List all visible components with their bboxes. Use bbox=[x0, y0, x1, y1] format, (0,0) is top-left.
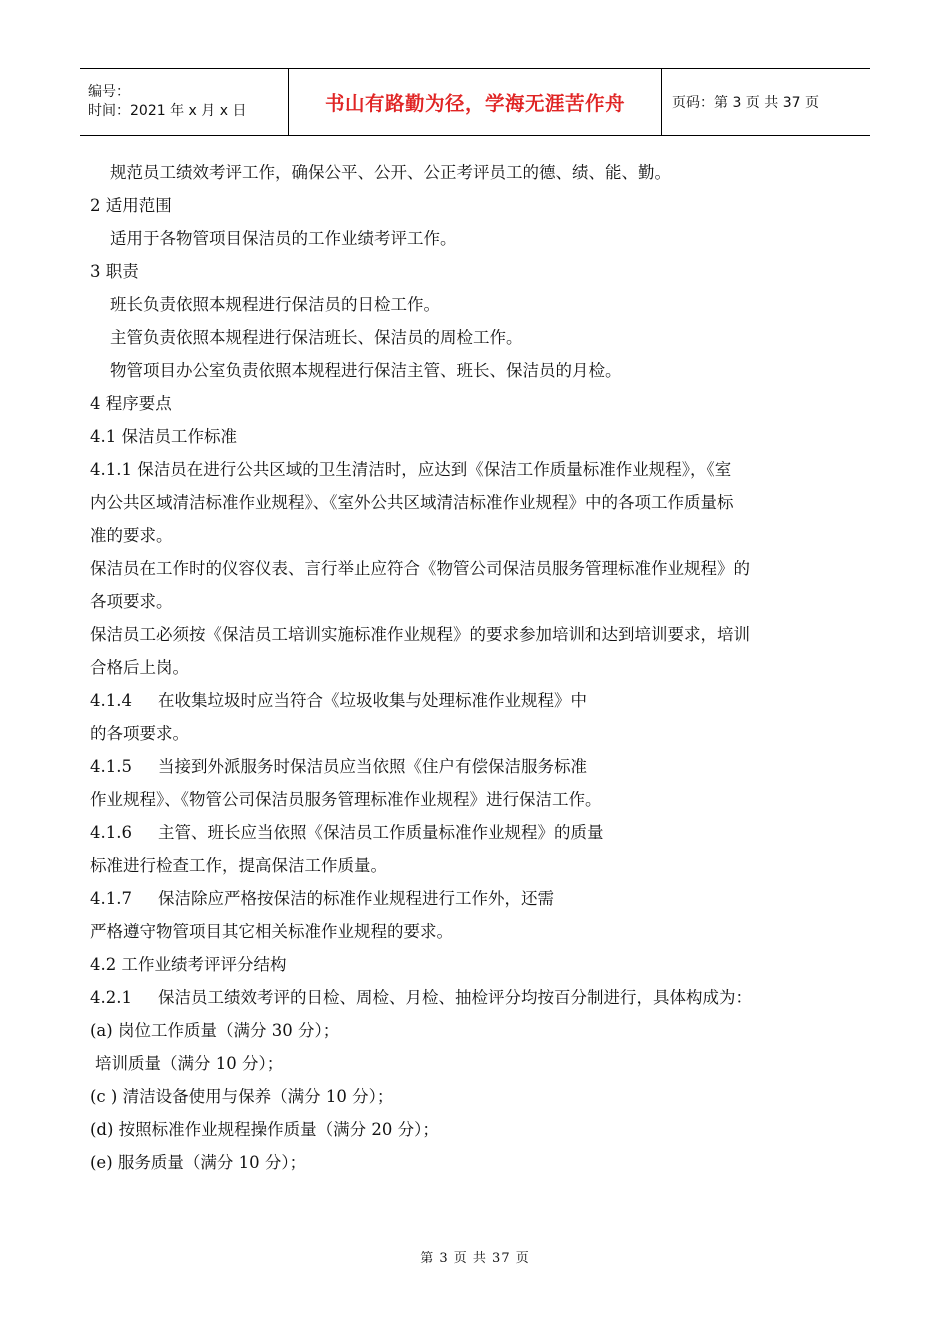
paragraph-line: 物管项目办公室负责依照本规程进行保洁主管、班长、保洁员的月检。 bbox=[110, 361, 622, 380]
numbered-clause bbox=[90, 750, 865, 783]
numbered-clause bbox=[90, 684, 865, 717]
paragraph-line: 内公共区域清洁标准作业规程》、《室外公共区域清洁标准作业规程》中的各项工作质量标 bbox=[90, 493, 734, 512]
paragraph-line: 主管负责依照本规程进行保洁班长、保洁员的周检工作。 bbox=[110, 328, 523, 347]
clause-number: 4.1.4 bbox=[90, 691, 132, 710]
section-heading: 4 程序要点 bbox=[90, 394, 172, 413]
clause-text: 保洁除应严格按保洁的标准作业规程进行工作外，还需 bbox=[158, 889, 554, 908]
paragraph-line: 班长负责依照本规程进行保洁员的日检工作。 bbox=[110, 295, 440, 314]
clause-text: 当接到外派服务时保洁员应当依照《住户有偿保洁服务标准 bbox=[158, 757, 587, 776]
paragraph-line: 标准进行检查工作，提高保洁工作质量。 bbox=[90, 856, 387, 875]
paragraph-line: 作业规程》、《物管公司保洁员服务管理标准作业规程》进行保洁工作。 bbox=[90, 790, 602, 809]
paragraph-line: 各项要求。 bbox=[90, 592, 173, 611]
serial-label: 编号： bbox=[88, 84, 130, 100]
clause-number: 4.1.6 bbox=[90, 823, 132, 842]
section-heading: 2 适用范围 bbox=[90, 196, 172, 215]
paragraph-line: 保洁员工必须按《保洁员工培训实施标准作业规程》的要求参加培训和达到培训要求，培训 bbox=[90, 625, 750, 644]
header-meta bbox=[80, 69, 289, 136]
paragraph-line: 规范员工绩效考评工作，确保公平、公开、公正考评员工的德、绩、能、勤。 bbox=[110, 163, 671, 182]
section-heading: 3 职责 bbox=[90, 262, 139, 281]
date-label: 时间：2021 年 x 月 x 日 bbox=[88, 103, 247, 119]
clause-text: 保洁员工绩效考评的日检、周检、月检、抽检评分均按百分制进行，具体构成为： bbox=[158, 988, 752, 1007]
clause-text: 主管、班长应当依照《保洁员工作质量标准作业规程》的质量 bbox=[158, 823, 604, 842]
list-item: (c ) 清洁设备使用与保养（满分 10 分）； bbox=[90, 1087, 394, 1106]
paragraph-line: 合格后上岗。 bbox=[90, 658, 189, 677]
paragraph-line: 准的要求。 bbox=[90, 526, 173, 545]
paragraph-line: 的各项要求。 bbox=[90, 724, 189, 743]
list-item: (e) 服务质量（满分 10 分）； bbox=[90, 1153, 307, 1172]
clause-number: 4.1.5 bbox=[90, 757, 132, 776]
page-footer: 第 3 页 共 37 页 bbox=[420, 1251, 530, 1266]
header-page-info: 页码：第 3 页 共 37 页 bbox=[662, 69, 871, 136]
numbered-clause bbox=[90, 882, 865, 915]
paragraph-line: 保洁员在工作时的仪容仪表、言行举止应符合《物管公司保洁员服务管理标准作业规程》的 bbox=[90, 559, 750, 578]
clause-text: 在收集垃圾时应当符合《垃圾收集与处理标准作业规程》中 bbox=[158, 691, 587, 710]
paragraph-line: 4.1.1 保洁员在进行公共区域的卫生清洁时，应达到《保洁工作质量标准作业规程》，《室 bbox=[90, 460, 732, 479]
subsection-heading: 4.1 保洁员工作标准 bbox=[90, 427, 237, 446]
list-item: (d) 按照标准作业规程操作质量（满分 20 分）； bbox=[90, 1120, 439, 1139]
list-item: (a) 岗位工作质量（满分 30 分）； bbox=[90, 1021, 340, 1040]
numbered-clause bbox=[90, 981, 865, 1014]
header-table bbox=[80, 68, 870, 136]
clause-number: 4.1.7 bbox=[90, 889, 132, 908]
document-body bbox=[90, 156, 865, 1179]
header-motto: 书山有路勤为径，学海无涯苦作舟 bbox=[289, 69, 662, 136]
paragraph-line: 严格遵守物管项目其它相关标准作业规程的要求。 bbox=[90, 922, 453, 941]
subsection-heading: 4.2 工作业绩考评评分结构 bbox=[90, 955, 287, 974]
paragraph-line: 适用于各物管项目保洁员的工作业绩考评工作。 bbox=[110, 229, 457, 248]
list-item: 培训质量（满分 10 分）； bbox=[95, 1054, 284, 1073]
numbered-clause bbox=[90, 816, 865, 849]
clause-number: 4.2.1 bbox=[90, 988, 132, 1007]
